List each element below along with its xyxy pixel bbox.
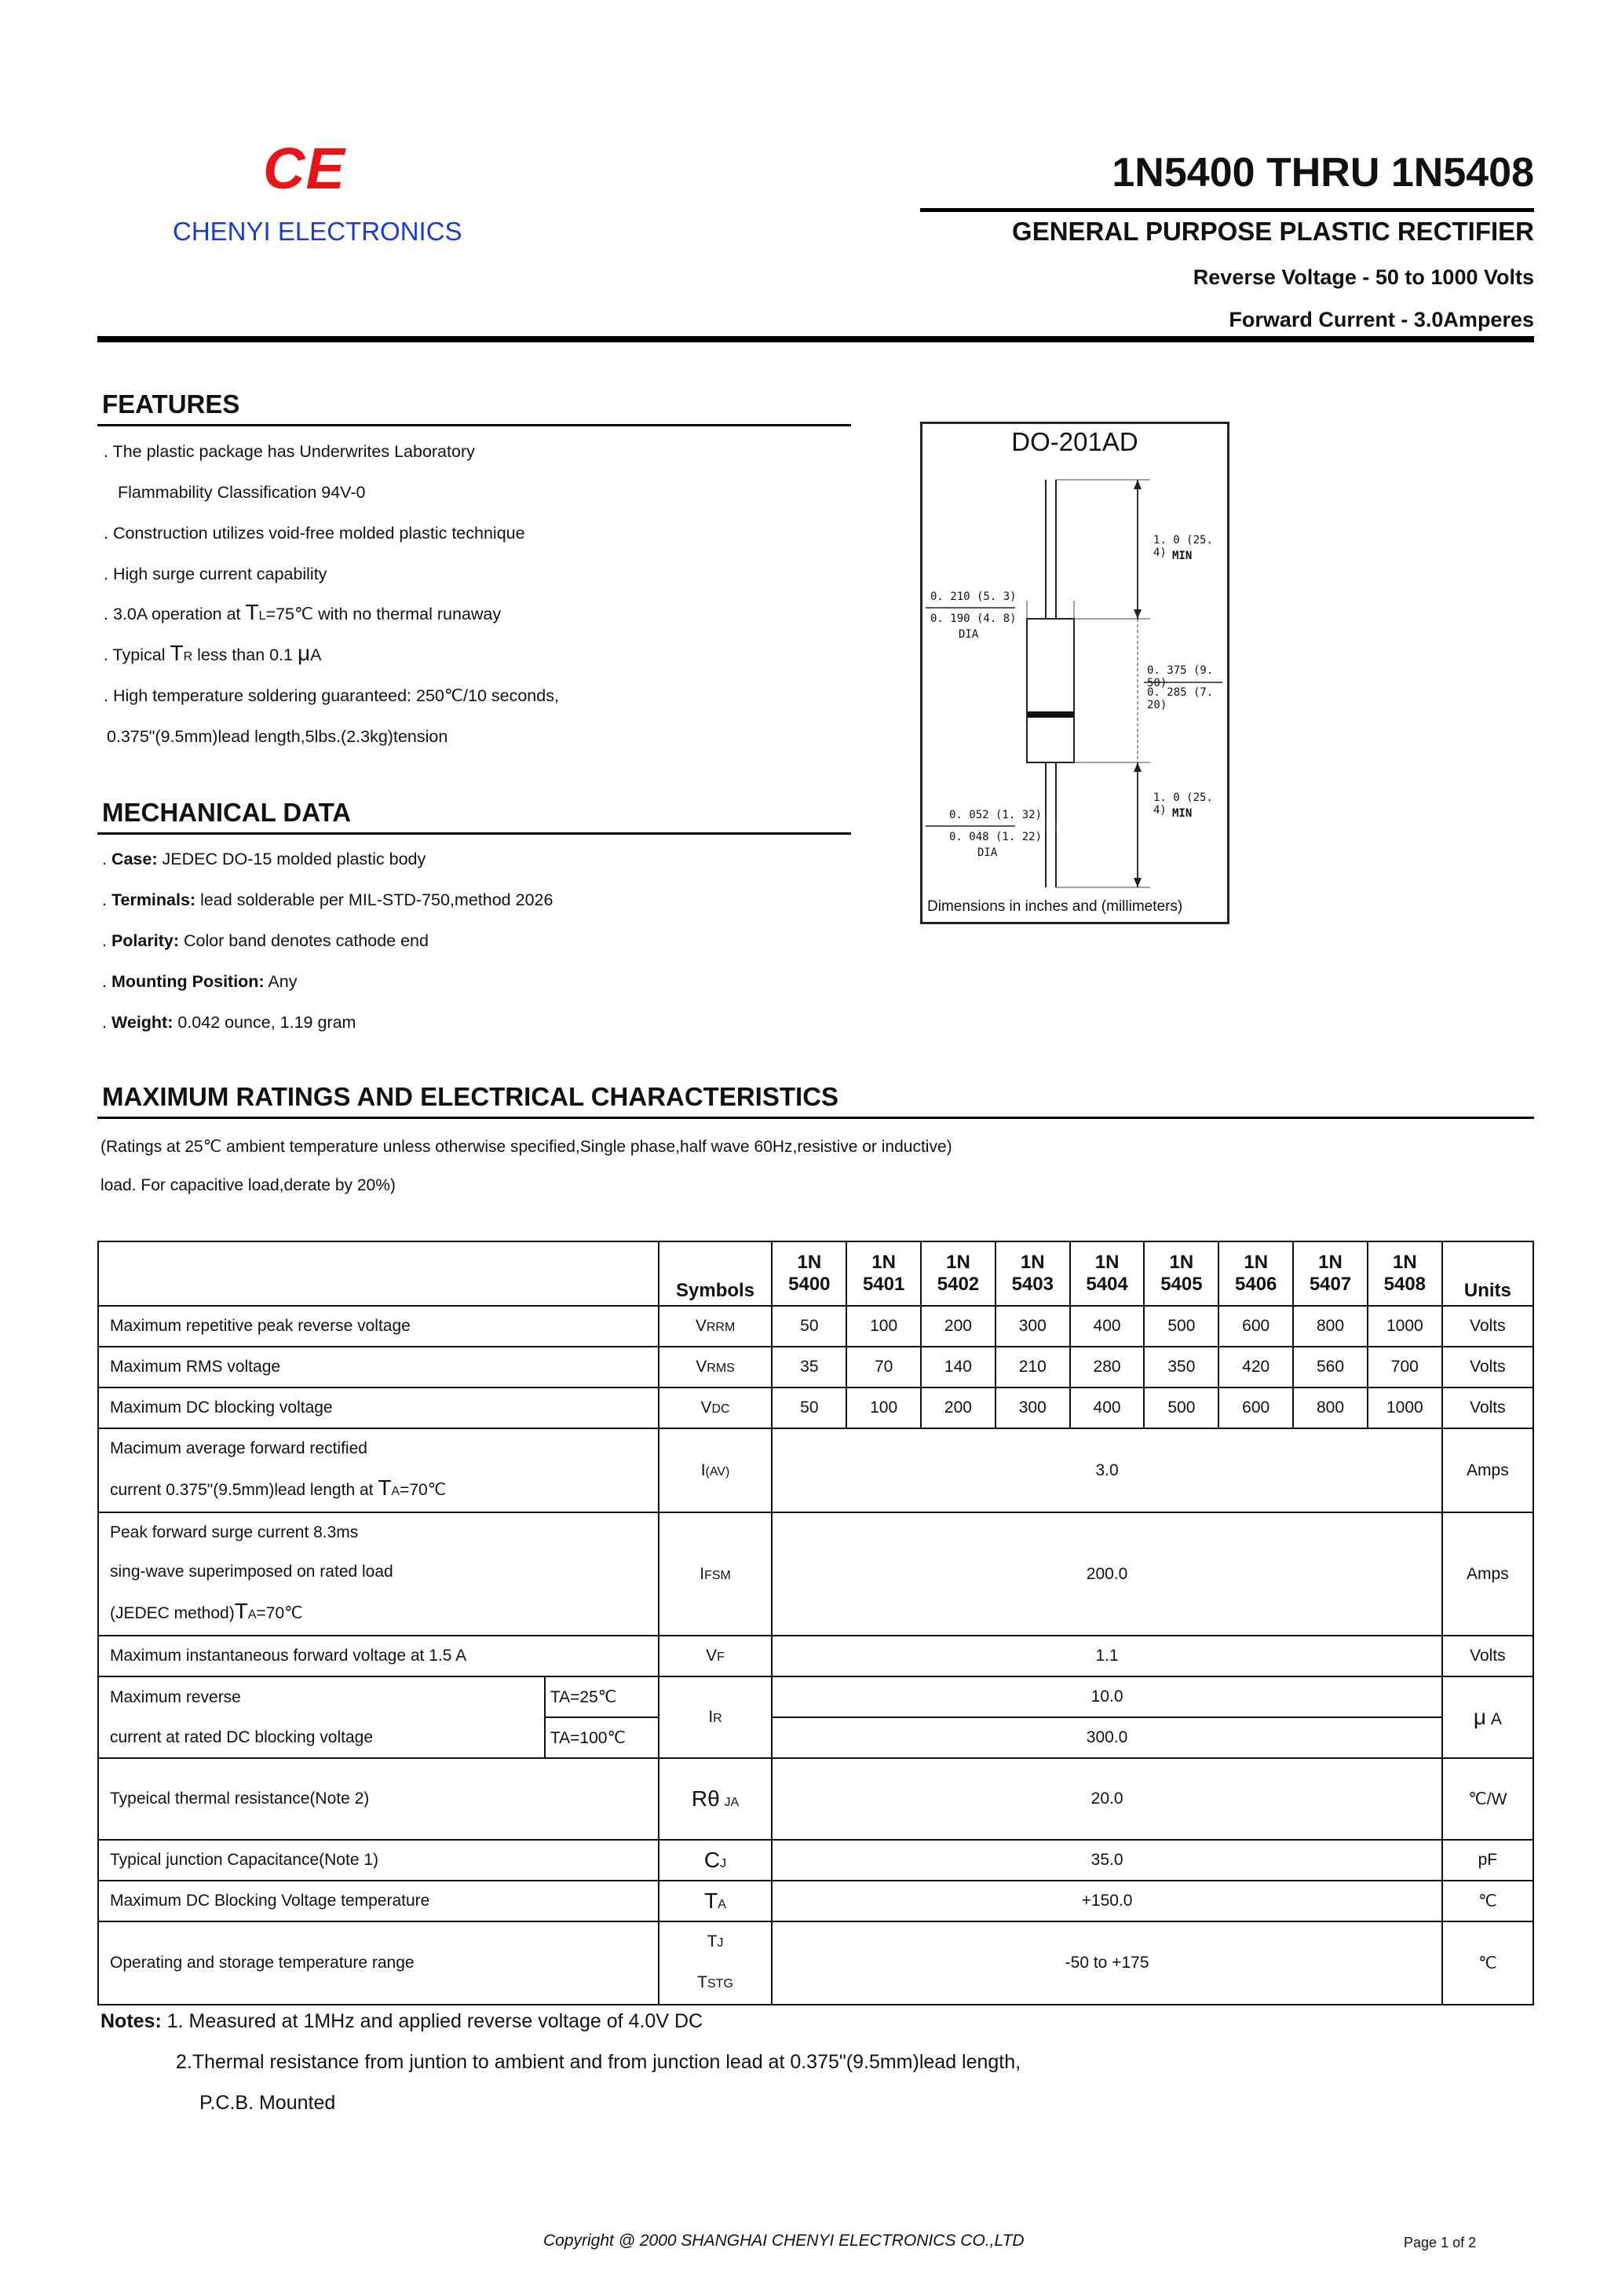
table-row-vrms: [98, 1347, 1533, 1387]
row-unit: Volts: [1442, 1636, 1533, 1676]
table-row-vrrm: [98, 1306, 1533, 1347]
row-unit: Volts: [1442, 1347, 1533, 1387]
table-row-vdc: [98, 1387, 1533, 1428]
cell-value: 20.0: [772, 1758, 1441, 1840]
cell-value: 200.0: [772, 1512, 1441, 1636]
row-unit: ℃: [1442, 1881, 1533, 1921]
dim-lead-dia-max: 0. 052 (1. 32): [949, 809, 1043, 821]
mechanical-item: . Weight: 0.042 ounce, 1.19 gram: [102, 1013, 356, 1032]
package-caption: Dimensions in inches and (millimeters): [927, 898, 1183, 915]
row-label: Maximum reverse: [98, 1676, 545, 1717]
row-label: Peak forward surge current 8.3ms sing-wave superimposed on rated load (JEDEC method)TA=70℃: [98, 1512, 659, 1636]
dim-lead-dia-min: 0. 048 (1. 22): [949, 831, 1043, 843]
cell-value: 1000: [1368, 1306, 1442, 1347]
header-rule: [97, 336, 1534, 342]
row-symbol: IFSM: [659, 1512, 773, 1636]
mechanical-item: . Terminals: lead solderable per MIL-STD-750,method 2026: [102, 890, 553, 909]
cell-value: 700: [1368, 1347, 1442, 1387]
header-part: 1N 5406: [1218, 1241, 1293, 1306]
row-label: Typical junction Capacitance(Note 1): [98, 1840, 659, 1881]
copyright: Copyright @ 2000 SHANGHAI CHENYI ELECTRONICS CO.,LTD: [543, 2232, 1025, 2250]
cell-value: 400: [1070, 1387, 1145, 1428]
cell-value: 50: [772, 1387, 846, 1428]
feature-item: . The plastic package has Underwrites Laboratory: [104, 442, 475, 461]
row-symbol: VRMS: [659, 1347, 773, 1387]
ratings-rule: [97, 1117, 1534, 1119]
cell-value: 35: [772, 1347, 846, 1387]
row-unit: Volts: [1442, 1306, 1533, 1347]
row-unit: pF: [1442, 1840, 1533, 1881]
table-header-row: [98, 1241, 1533, 1306]
dim-lead-length-bottom: 1. 0 (25. 4): [1153, 792, 1213, 817]
note-2: 2.Thermal resistance from juntion to ambient and from junction lead at 0.375"(9.5mm)lead length,: [176, 2051, 1021, 2073]
cell-value: 140: [921, 1347, 995, 1387]
cell-value: 200: [921, 1387, 995, 1428]
ratings-note: load. For capacitive load,derate by 20%): [100, 1176, 396, 1194]
row-unit: Volts: [1442, 1387, 1533, 1428]
table-row-rth: [98, 1758, 1533, 1840]
row-unit: ℃: [1442, 1921, 1533, 2005]
row-label: Operating and storage temperature range: [98, 1921, 659, 2005]
header-part: 1N 5407: [1293, 1241, 1368, 1306]
mechanical-heading: MECHANICAL DATA: [102, 798, 352, 827]
mechanical-rule: [97, 832, 851, 835]
ratings-table: [97, 1241, 1534, 2005]
cell-value: 600: [1218, 1387, 1293, 1428]
note-1: Notes: 1. Measured at 1MHz and applied reverse voltage of 4.0V DC: [100, 2010, 703, 2032]
row-symbol: Rθ JA: [659, 1758, 773, 1840]
cell-value: -50 to +175: [772, 1921, 1441, 2005]
cell-value: 300: [995, 1387, 1070, 1428]
document-subtitle: GENERAL PURPOSE PLASTIC RECTIFIER: [1012, 217, 1534, 246]
row-unit: μ A: [1442, 1676, 1533, 1758]
row-label: Macimum average forward rectified current 0.375"(9.5mm)lead length at TA=70℃: [98, 1428, 659, 1512]
cell-value: 500: [1144, 1306, 1218, 1347]
cell-value: 200: [921, 1306, 995, 1347]
row-unit: ℃/W: [1442, 1758, 1533, 1840]
feature-item-operation: . 3.0A operation at TL=75℃ with no thermal runaway: [104, 600, 502, 624]
feature-item-trr: . Typical TR less than 0.1 μA: [104, 641, 322, 665]
dim-lead-length-bottom-min: MIN: [1172, 807, 1193, 820]
row-unit: Amps: [1442, 1428, 1533, 1512]
table-row-ir-25: [98, 1676, 1533, 1717]
header-part: 1N 5408: [1368, 1241, 1442, 1306]
row-label: Typeical thermal resistance(Note 2): [98, 1758, 659, 1840]
cell-value: +150.0: [772, 1881, 1441, 1921]
row-symbol: VF: [659, 1636, 773, 1676]
cell-value: 300: [995, 1306, 1070, 1347]
header-symbols: Symbols: [659, 1241, 773, 1306]
header-units: Units: [1442, 1241, 1533, 1306]
feature-item: 0.375"(9.5mm)lead length,5lbs.(2.3kg)tension: [107, 727, 448, 746]
header-empty-cell: [98, 1241, 659, 1306]
features-rule: [97, 424, 851, 426]
mechanical-item: . Mounting Position: Any: [102, 972, 298, 991]
features-heading: FEATURES: [102, 389, 240, 419]
row-symbol: TJ TSTG: [659, 1921, 773, 2005]
page-number: Page 1 of 2: [1404, 2235, 1477, 2250]
feature-item: . High surge current capability: [104, 565, 327, 583]
feature-item: Flammability Classification 94V-0: [118, 483, 366, 502]
table-row-tj: [98, 1921, 1533, 2005]
table-row-ir-100: [98, 1717, 1533, 1758]
cell-value: 100: [846, 1306, 921, 1347]
dim-body-dia-label: DIA: [959, 628, 979, 641]
condition-cell: TA=100℃: [545, 1717, 659, 1758]
row-symbol: I(AV): [659, 1428, 773, 1512]
dim-body-dia-max: 0. 210 (5. 3): [930, 590, 1017, 603]
cell-value: 1000: [1368, 1387, 1442, 1428]
row-label: Maximum RMS voltage: [98, 1347, 659, 1387]
row-symbol: VRRM: [659, 1306, 773, 1347]
note-3: P.C.B. Mounted: [199, 2092, 336, 2114]
dim-lead-length-top-min: MIN: [1172, 550, 1193, 562]
company-name: CHENYI ELECTRONICS: [173, 217, 462, 246]
cell-value: 300.0: [772, 1717, 1441, 1758]
condition-cell: TA=25℃: [545, 1676, 659, 1717]
ratings-note: (Ratings at 25℃ ambient temperature unless otherwise specified,Single phase,half wave 60Hz,resistive or inductive): [100, 1138, 952, 1156]
row-symbol: IR: [659, 1676, 773, 1758]
package-name-rule: [922, 459, 1227, 460]
cell-value: 70: [846, 1347, 921, 1387]
package-name: DO-201AD: [1011, 427, 1138, 456]
dim-body-dia-min: 0. 190 (4. 8): [930, 612, 1017, 625]
ratings-heading: MAXIMUM RATINGS AND ELECTRICAL CHARACTERISTICS: [102, 1082, 839, 1111]
header-part: 1N 5403: [995, 1241, 1070, 1306]
dim-lead-dia-label: DIA: [977, 846, 998, 859]
cell-value: 35.0: [772, 1840, 1441, 1881]
cell-value: 500: [1144, 1387, 1218, 1428]
cell-value: 50: [772, 1306, 846, 1347]
row-symbol: VDC: [659, 1387, 773, 1428]
header-part: 1N 5405: [1144, 1241, 1218, 1306]
cell-value: 350: [1144, 1347, 1218, 1387]
title-rule: [920, 208, 1534, 212]
mechanical-item: . Case: JEDEC DO-15 molded plastic body: [102, 850, 426, 868]
row-symbol: CJ: [659, 1840, 773, 1881]
feature-item: . High temperature soldering guaranteed: 250℃/10 seconds,: [104, 686, 559, 705]
row-label: Maximum DC blocking voltage: [98, 1387, 659, 1428]
cell-value: 600: [1218, 1306, 1293, 1347]
table-row-ifsm: [98, 1512, 1533, 1636]
dim-body-length-max: 0. 375 (9. 50): [1147, 664, 1214, 689]
row-label: Maximum DC Blocking Voltage temperature: [98, 1881, 659, 1921]
reverse-voltage-spec: Reverse Voltage - 50 to 1000 Volts: [1193, 265, 1534, 289]
row-symbol: TA: [659, 1881, 773, 1921]
row-label: Maximum instantaneous forward voltage at 1.5 A: [98, 1636, 659, 1676]
row-label: Maximum repetitive peak reverse voltage: [98, 1306, 659, 1347]
table-row-ta: [98, 1881, 1533, 1921]
row-unit: Amps: [1442, 1512, 1533, 1636]
forward-current-spec: Forward Current - 3.0Amperes: [1229, 308, 1534, 331]
cell-value: 420: [1218, 1347, 1293, 1387]
header-part: 1N 5400: [772, 1241, 846, 1306]
dim-body-length-min: 0. 285 (7. 20): [1147, 686, 1214, 711]
header-part: 1N 5401: [846, 1241, 921, 1306]
cell-value: 400: [1070, 1306, 1145, 1347]
table-row-cj: [98, 1840, 1533, 1881]
cell-value: 280: [1070, 1347, 1145, 1387]
company-logo: CE: [263, 136, 345, 201]
table-row-iav: [98, 1428, 1533, 1512]
mechanical-item: . Polarity: Color band denotes cathode end: [102, 931, 429, 950]
cell-value: 10.0: [772, 1676, 1441, 1717]
row-label: current at rated DC blocking voltage: [98, 1717, 545, 1758]
header-part: 1N 5404: [1070, 1241, 1145, 1306]
document-title: 1N5400 THRU 1N5408: [1112, 150, 1534, 196]
table-row-vf: [98, 1636, 1533, 1676]
cell-value: 800: [1293, 1306, 1368, 1347]
header-part: 1N 5402: [921, 1241, 995, 1306]
cell-value: 800: [1293, 1387, 1368, 1428]
dim-lead-length-top: 1. 0 (25. 4): [1153, 534, 1213, 559]
cell-value: 560: [1293, 1347, 1368, 1387]
cell-value: 100: [846, 1387, 921, 1428]
cell-value: 1.1: [772, 1636, 1441, 1676]
cell-value: 3.0: [772, 1428, 1441, 1512]
feature-item: . Construction utilizes void-free molded plastic technique: [104, 524, 525, 543]
package-drawing: [920, 422, 1229, 924]
cell-value: 210: [995, 1347, 1070, 1387]
